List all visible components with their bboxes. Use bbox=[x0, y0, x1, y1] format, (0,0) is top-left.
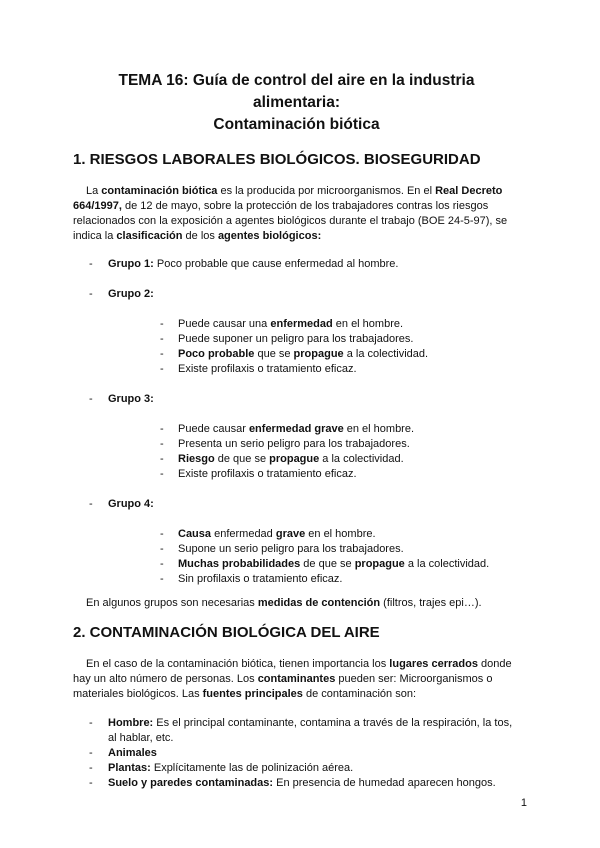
title-line-2: Contaminación biótica bbox=[213, 116, 380, 133]
list-item: - Existe profilaxis o tratamiento eficaz. bbox=[108, 362, 520, 377]
title-line-1: TEMA 16: Guía de control del aire en la industria alimentaria: bbox=[118, 72, 475, 111]
group-4-item: - Grupo 4: - Causa enfermedad grave en el hombre. - Supone un serio peligro para los trabajadores. - Muchas probabilidades de que se propague a la colectividad. - Sin profilaxis o tratamiento eficaz. bbox=[73, 497, 520, 587]
list-item: - Animales bbox=[73, 746, 520, 761]
section-1-heading: 1. RIESGOS LABORALES BIOLÓGICOS. BIOSEGURIDAD bbox=[73, 151, 481, 168]
list-item: - Suelo y paredes contaminadas: En presencia de humedad aparecen hongos. bbox=[73, 776, 520, 791]
list-item: - Muchas probabilidades de que se propague a la colectividad. bbox=[108, 557, 520, 572]
document-title bbox=[73, 0, 520, 136]
group-2-features bbox=[108, 317, 520, 377]
section-2-intro: En el caso de la contaminación biótica, tienen importancia los lugares cerrados donde hay un alto número de personas. Los contaminantes pueden ser: Microorganismos o materiales biológicos. Las fuentes principales de contaminación son: bbox=[73, 658, 512, 700]
section-1-intro: La contaminación biótica es la producida por microorganismos. En el Real Decreto 664/1997, de 12 de mayo, sobre la protección de los trabajadores contras los riesgos relacionados con la exposición a agentes biológicos durante el trabajo (BOE 24-5-97), se indica la clasificación de los agentes biológicos: bbox=[73, 185, 508, 242]
containment-note: En algunos grupos son necesarias medidas de contención (filtros, trajes epi…). bbox=[86, 597, 482, 609]
list-item: - Causa enfermedad grave en el hombre. bbox=[108, 527, 520, 542]
list-item: - Hombre: Es el principal contaminante, contamina a través de la respiración, la tos, al hablar, etc. bbox=[73, 716, 520, 746]
list-item: - Sin profilaxis o tratamiento eficaz. bbox=[108, 572, 520, 587]
list-item: - Plantas: Explícitamente las de polinización aérea. bbox=[73, 761, 520, 776]
group-1-item: - Grupo 1: Poco probable que cause enfermedad al hombre. bbox=[73, 257, 520, 272]
contamination-sources-list bbox=[73, 716, 520, 791]
section-2-heading: 2. CONTAMINACIÓN BIOLÓGICA DEL AIRE bbox=[73, 624, 380, 641]
list-item: - Puede causar una enfermedad en el hombre. bbox=[108, 317, 520, 332]
list-item: - Presenta un serio peligro para los trabajadores. bbox=[108, 437, 520, 452]
biological-groups-list bbox=[73, 257, 520, 587]
list-item: - Riesgo de que se propague a la colectividad. bbox=[108, 452, 520, 467]
list-item: - Puede suponer un peligro para los trabajadores. bbox=[108, 332, 520, 347]
list-item: - Puede causar enfermedad grave en el hombre. bbox=[108, 422, 520, 437]
list-item: - Supone un serio peligro para los trabajadores. bbox=[108, 542, 520, 557]
group-3-features bbox=[108, 422, 520, 482]
group-4-features bbox=[108, 527, 520, 587]
group-3-item: - Grupo 3: - Puede causar enfermedad grave en el hombre. - Presenta un serio peligro para los trabajadores. - Riesgo de que se propague a la colectividad. - Existe profilaxis o tratamiento eficaz. bbox=[73, 392, 520, 482]
page-number: 1 bbox=[520, 797, 527, 809]
list-item: - Poco probable que se propague a la colectividad. bbox=[108, 347, 520, 362]
list-item: - Existe profilaxis o tratamiento eficaz. bbox=[108, 467, 520, 482]
group-2-item: - Grupo 2: - Puede causar una enfermedad en el hombre. - Puede suponer un peligro para los trabajadores. - Poco probable que se propague a la colectividad. - Existe profilaxis o tratamiento eficaz. bbox=[73, 287, 520, 377]
